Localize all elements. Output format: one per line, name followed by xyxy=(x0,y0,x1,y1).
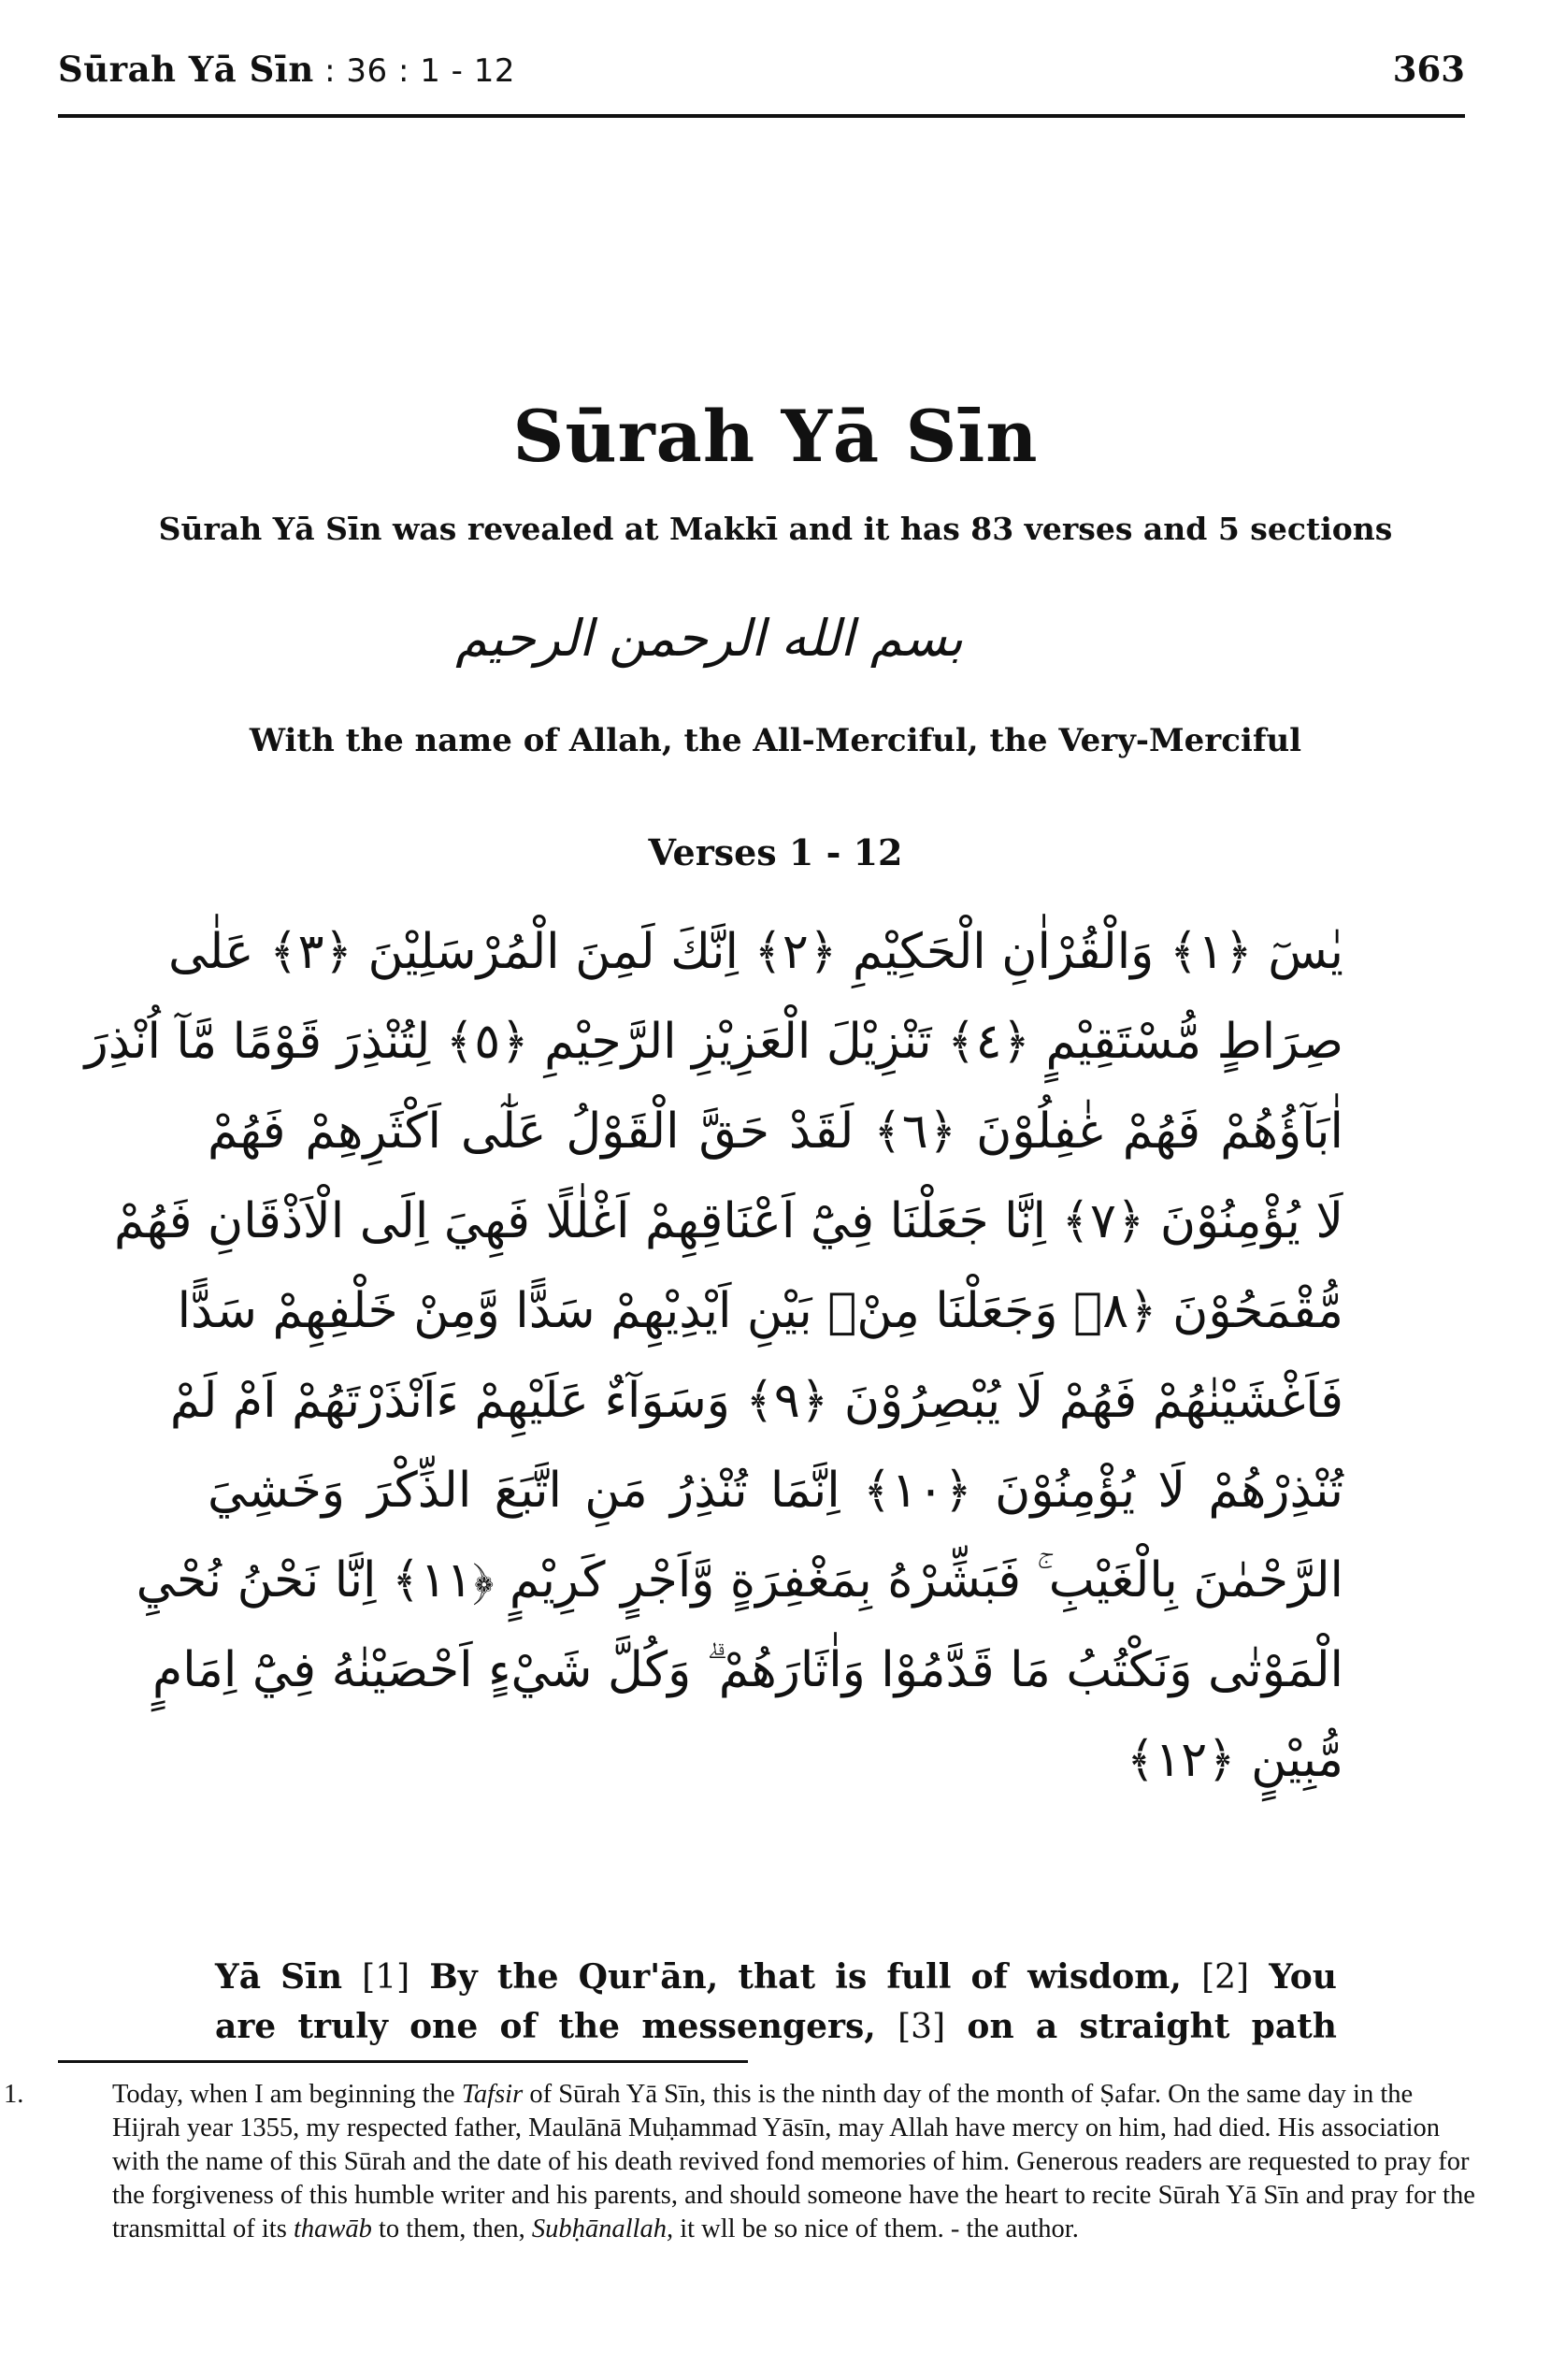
verse-number: [3] xyxy=(898,2008,946,2046)
arabic-line: مُّبِيْنٍ ﴿١٢﴾ xyxy=(1126,1732,1343,1788)
footnote-text: of Sūrah Yā Sīn, this is the ninth day of the month of Ṣafar. On the same day in the Hijrah year 1355, my respected father, Maulānā Muḥammad Yāsīn, may Allah have mercy on him, had died. His association with the name of this Sūrah and the date of his death revived fond memories of him. Generous readers are requested to pray for the forgiveness of this humble writer and his parents, and should someone have the heart to recite Sūrah Yā Sīn and pray for the transmittal of its xyxy=(112,2080,1475,2243)
arabic-line: الرَّحْمٰنَ بِالْغَيْبِ ۚ فَبَشِّرْهُ بِمَغْفِرَةٍ وَّاَجْرٍ كَرِيْمٍ ﴿١١﴾ اِنَّا نَحْنُ نُحْيِ xyxy=(136,1552,1343,1608)
arabic-line: مُّقْمَحُوْنَ ﴿٨﴾ وَجَعَلْنَا مِنْۢ بَيْنِ اَيْدِيْهِمْ سَدًّا وَّمِنْ خَلْفِهِمْ سَدًّا xyxy=(177,1283,1343,1339)
surah-title: Sūrah Yā Sīn xyxy=(512,395,1039,478)
arabic-verses-block xyxy=(84,907,1343,1805)
running-verse-reference: : 36 : 1 - 12 xyxy=(313,52,516,90)
translation-text: on a straight path xyxy=(945,2007,1337,2046)
footnote-text: to them, then, xyxy=(371,2214,532,2243)
footnote-text: it wll be so nice of them. - the author. xyxy=(673,2214,1079,2243)
page-number: 363 xyxy=(1392,49,1465,90)
surah-subtitle: Sūrah Yā Sīn was revealed at Makkī and it has 83 verses and 5 sections xyxy=(158,511,1393,547)
running-title xyxy=(58,49,515,90)
translation-text: You xyxy=(1249,1957,1337,1997)
verse-number: [2] xyxy=(1201,1958,1250,1997)
translation-text: Yā Sīn xyxy=(215,1957,363,1997)
translation-line xyxy=(215,1953,1337,2002)
footnote-marker: 1. xyxy=(4,2080,24,2109)
english-translation xyxy=(215,1953,1337,2052)
footnote-term-tafsir: Tafsir xyxy=(461,2080,524,2109)
arabic-line: يٰسٓ ﴿١﴾ وَالْقُرْاٰنِ الْحَكِيْمِ ﴿٢﴾ اِنَّكَ لَمِنَ الْمُرْسَلِيْنَ ﴿٣﴾ عَلٰى xyxy=(167,924,1343,980)
translation-text: are truly one of the messengers, xyxy=(215,2007,898,2046)
verse-number: [1] xyxy=(362,1958,410,1997)
translation-line xyxy=(215,2002,1337,2052)
footnote-divider xyxy=(58,2060,748,2063)
arabic-line: لَا يُؤْمِنُوْنَ ﴿٧﴾ اِنَّا جَعَلْنَا فِيْٓ اَعْنَاقِهِمْ اَغْلٰلًا فَهِيَ اِلَى الْاَذْقَانِ فَهُمْ xyxy=(114,1193,1343,1249)
footnote xyxy=(4,2078,1479,2246)
basmala-calligraphy xyxy=(455,578,963,700)
footnote-text: Today, when I am beginning the xyxy=(112,2080,462,2109)
translation-text: By the Qur'ān, that is full of wisdom, xyxy=(409,1957,1202,1997)
basmala-translation: With the name of Allah, the All-Merciful, the Very-Merciful xyxy=(249,722,1302,759)
footnote-term-thawab: thawāb xyxy=(293,2214,372,2243)
arabic-line: تُنْذِرْهُمْ لَا يُؤْمِنُوْنَ ﴿١٠﴾ اِنَّمَا تُنْذِرُ مَنِ اتَّبَعَ الذِّكْرَ وَخَشِيَ xyxy=(208,1463,1343,1519)
verses-heading: Verses 1 - 12 xyxy=(648,831,903,873)
footnote-term-subhanallah: Subḥānallah, xyxy=(531,2214,674,2243)
arabic-line: الْمَوْتٰى وَنَكْتُبُ مَا قَدَّمُوْا وَاٰثَارَهُمْ ۗ وَكُلَّ شَيْءٍ اَحْصَيْنٰهُ فِيْٓ اِمَامٍ xyxy=(152,1642,1343,1698)
basmala-text: بسم الله الرحمن الرحيم xyxy=(455,609,963,668)
running-surah-name: Sūrah Yā Sīn xyxy=(58,49,314,90)
arabic-line: صِرَاطٍ مُّسْتَقِيْمٍ ﴿٤﴾ تَنْزِيْلَ الْعَزِيْزِ الرَّحِيْمِ ﴿٥﴾ لِتُنْذِرَ قَوْمًا مَّآ اُنْذِرَ xyxy=(84,1014,1343,1070)
arabic-line: فَاَغْشَيْنٰهُمْ فَهُمْ لَا يُبْصِرُوْنَ ﴿٩﴾ وَسَوَآءٌ عَلَيْهِمْ ءَاَنْذَرْتَهُمْ اَمْ لَمْ xyxy=(169,1373,1343,1429)
footnote-paragraph xyxy=(4,2078,1479,2246)
running-header xyxy=(58,49,1465,118)
arabic-line: اٰبَآؤُهُمْ فَهُمْ غٰفِلُوْنَ ﴿٦﴾ لَقَدْ حَقَّ الْقَوْلُ عَلٰٓى اَكْثَرِهِمْ فَهُمْ xyxy=(208,1103,1343,1160)
